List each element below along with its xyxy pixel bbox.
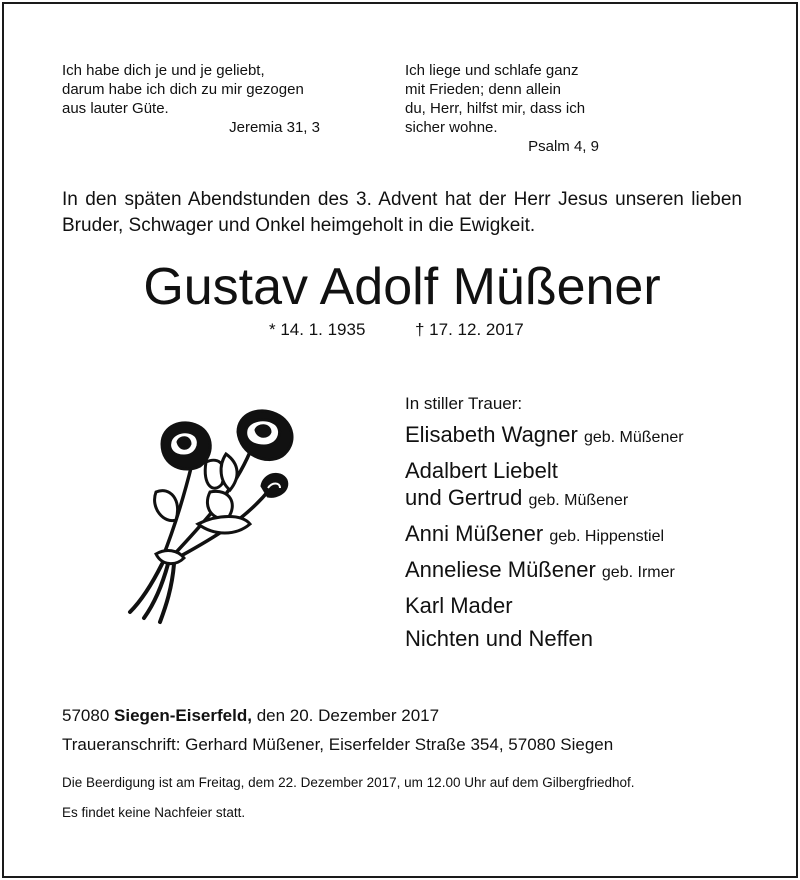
verse-line: Ich habe dich je und je geliebt,: [62, 62, 265, 79]
mourner-name: Elisabeth Wagner: [405, 422, 578, 447]
verse-line: du, Herr, hilfst mir, dass ich: [405, 100, 586, 117]
funeral-info: Die Beerdigung ist am Freitag, dem 22. Dezember 2017, um 12.00 Uhr auf dem Gilbergfriedhof.: [62, 775, 635, 790]
mourning-address: Traueranschrift: Gerhard Müßener, Eiserfelder Straße 354, 57080 Siegen: [62, 735, 614, 754]
verse-line: mit Frieden; denn allein: [405, 81, 561, 98]
verse-reference: Psalm 4, 9: [528, 138, 599, 155]
verse-line: darum habe ich dich zu mir gezogen: [62, 81, 304, 98]
verse-line: sicher wohne.: [405, 119, 498, 136]
postcode: 57080: [62, 706, 110, 725]
mourner-name: Anneliese Müßener: [405, 557, 596, 582]
mourner-birth-name: geb. Hippenstiel: [549, 528, 665, 545]
mourner-entry: [405, 421, 785, 451]
mourner-entry: [405, 592, 785, 619]
mourner-entry: [405, 520, 785, 550]
obituary-notice: [2, 2, 798, 878]
intro-line: Bruder, Schwager und Onkel heimgeholt in die Ewigkeit.: [62, 215, 536, 236]
mourner-entry: [405, 625, 785, 652]
birth-date: * 14. 1. 1935: [269, 320, 366, 339]
mourner-name: Nichten und Neffen: [405, 626, 593, 651]
place-name: Siegen-Eiserfeld,: [114, 706, 252, 725]
roses-icon: [122, 404, 312, 629]
verse-line: Ich liege und schlafe ganz: [405, 62, 579, 79]
mourner-birth-name: geb. Müßener: [583, 429, 684, 446]
deceased-name: Gustav Adolf Müßener: [143, 258, 661, 316]
notice-date: den 20. Dezember 2017: [256, 706, 440, 725]
mourner-entry: [405, 457, 785, 514]
mourner-entry: [405, 556, 785, 586]
mourners-list: [405, 393, 785, 658]
mourner-name: Anni Müßener: [405, 521, 544, 546]
intro-text: [62, 187, 742, 239]
death-date: † 17. 12. 2017: [415, 320, 524, 339]
mourner-birth-name: geb. Irmer: [601, 564, 675, 581]
reception-info: Es findet keine Nachfeier statt.: [62, 805, 246, 820]
bible-verse-jeremiah: [62, 61, 320, 137]
intro-line: In den späten Abendstunden des 3. Advent hat der Herr Jesus unseren lieben: [62, 189, 742, 210]
verse-reference: Jeremia 31, 3: [229, 119, 320, 136]
mourner-name: und Gertrud: [405, 485, 523, 510]
mourner-birth-name: geb. Müßener: [528, 492, 629, 509]
mourner-name: Adalbert Liebelt: [405, 458, 558, 483]
mourner-name: Karl Mader: [405, 593, 513, 618]
bible-verse-psalm: [405, 61, 599, 156]
mourning-heading: In stiller Trauer:: [405, 394, 523, 413]
verse-line: aus lauter Güte.: [62, 100, 169, 117]
place-date-line: [62, 706, 439, 726]
